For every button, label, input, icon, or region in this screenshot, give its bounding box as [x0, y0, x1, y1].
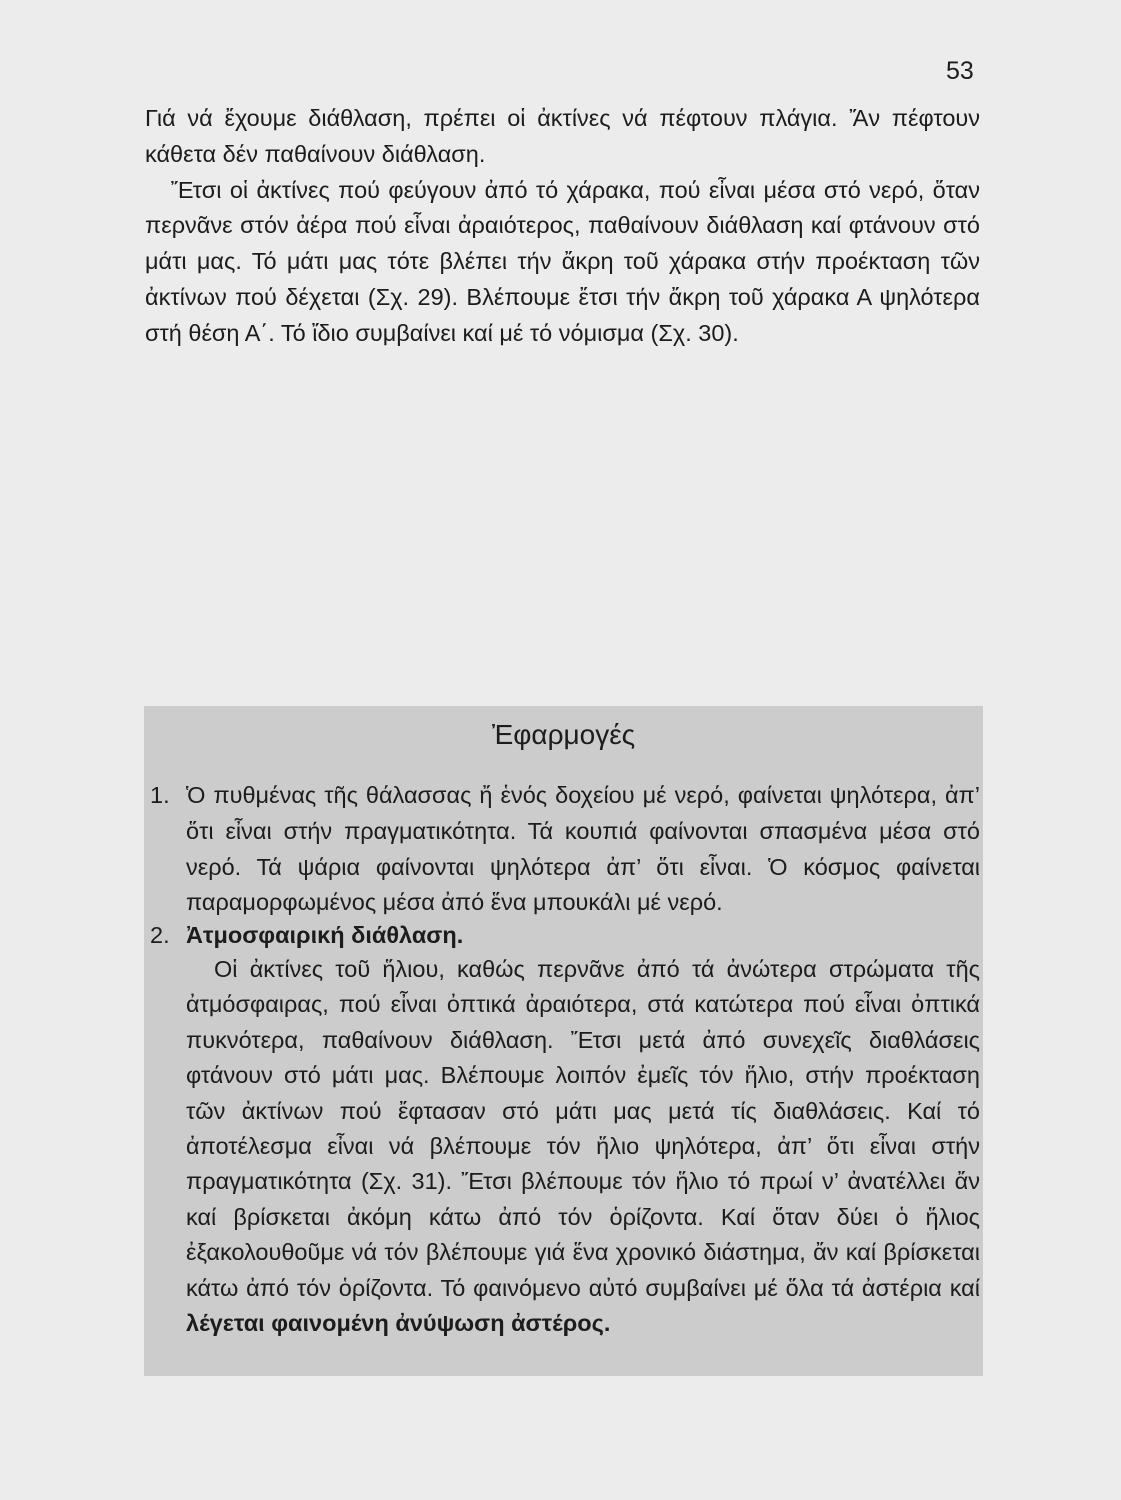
item-text: Ὁ πυθμένας τῆς θάλασσας ἤ ἑνός δοχείου μέ νερό, φαίνεται ψηλότερα, ἀπ’ ὅτι εἶναι στήν πραγματικότητα. Τά κουπιά φαίνονται σπασμένα μέσα στό νερό. Τά ψάρια φαίνονται ψηλότερα ἀπ’ ὅτι εἶναι. Ὁ κόσμος φαίνεται παραμορφωμένος μέσα ἀπό ἕνα μπουκάλι μέ νερό. [186, 782, 980, 916]
intro-paragraph-2: Ἔτσι οἱ ἀκτίνες πού φεύγουν ἀπό τό χάρακα, πού εἶναι μέσα στό νερό, ὅταν περνᾶνε στόν ἀέρα πού εἶναι ἀραιότερος, παθαίνουν διάθλαση καί φτάνουν στό μάτι μας. Τό μάτι μας τότε βλέπει τήν ἄκρη τοῦ χάρακα στήν προέκταση τῶν ἀκτίνων πού δέχεται (Σχ. 29). Βλέπουμε ἔτσι τήν ἄκρη τοῦ χάρακα Α ψηλότερα στή θέση Α΄. Τό ἴδιο συμβαίνει καί μέ τό νόμισμα (Σχ. 30). [145, 176, 980, 346]
page-number: 53 [946, 57, 974, 85]
item-heading: Ἀτμοσφαιρική διάθλαση. [186, 922, 464, 948]
applications-title: Ἐφαρμογές [491, 719, 636, 750]
atmospheric-refraction-paragraph [186, 952, 980, 1341]
item-number: 1. [150, 782, 170, 808]
item-number: 2. [150, 922, 170, 948]
application-item-2 [144, 918, 980, 954]
intro-text [145, 101, 980, 352]
application-item-1 [144, 778, 980, 921]
applications-box [144, 706, 983, 1376]
intro-paragraph-1: Γιά νά ἔχουμε διάθλαση, πρέπει οἱ ἀκτίνες νά πέφτουν πλάγια. Ἄν πέφτουν κάθετα δέν παθαίνουν διάθλαση. [145, 105, 980, 167]
paragraph-text: Οἱ ἀκτίνες τοῦ ἥλιου, καθώς περνᾶνε ἀπό τά ἀνώτερα στρώματα τῆς ἀτμόσφαιρας, πού εἶναι ὀπτικά ἀραιότερα, στά κατώτερα πού εἶναι ὀπτικά πυκνότερα, παθαίνουν διάθλαση. Ἔτσι μετά ἀπό συνεχεῖς διαθλάσεις φτάνουν στό μάτι μας. Βλέπουμε λοιπόν ἐμεῖς τόν ἥλιο, στήν προέκταση τῶν ἀκτίνων πού ἔφτασαν στό μάτι μας μετά τίς διαθλάσεις. Καί τό ἀποτέλεσμα εἶναι νά βλέπουμε τόν ἥλιο ψηλότερα, ἀπ’ ὅτι εἶναι στήν πραγματικότητα (Σχ. 31). Ἔτσι βλέπουμε τόν ἥλιο τό πρωί ν’ ἀνατέλλει ἄν καί βρίσκεται ἀκόμη κάτω ἀπό τόν ὁρίζοντα. Καί ὅταν δύει ὁ ἥλιος ἐξακολουθοῦμε νά τόν βλέπουμε γιά ἕνα χρονικό διάστημα, ἄν καί βρίσκεται κάτω ἀπό τόν ὁρίζοντα. Τό φαινόμενο αὐτό συμβαίνει μέ ὅλα τά ἀστέρια καί [186, 956, 980, 1301]
bold-term: λέγεται φαινομένη ἀνύψωση ἀστέρος. [186, 1310, 611, 1337]
